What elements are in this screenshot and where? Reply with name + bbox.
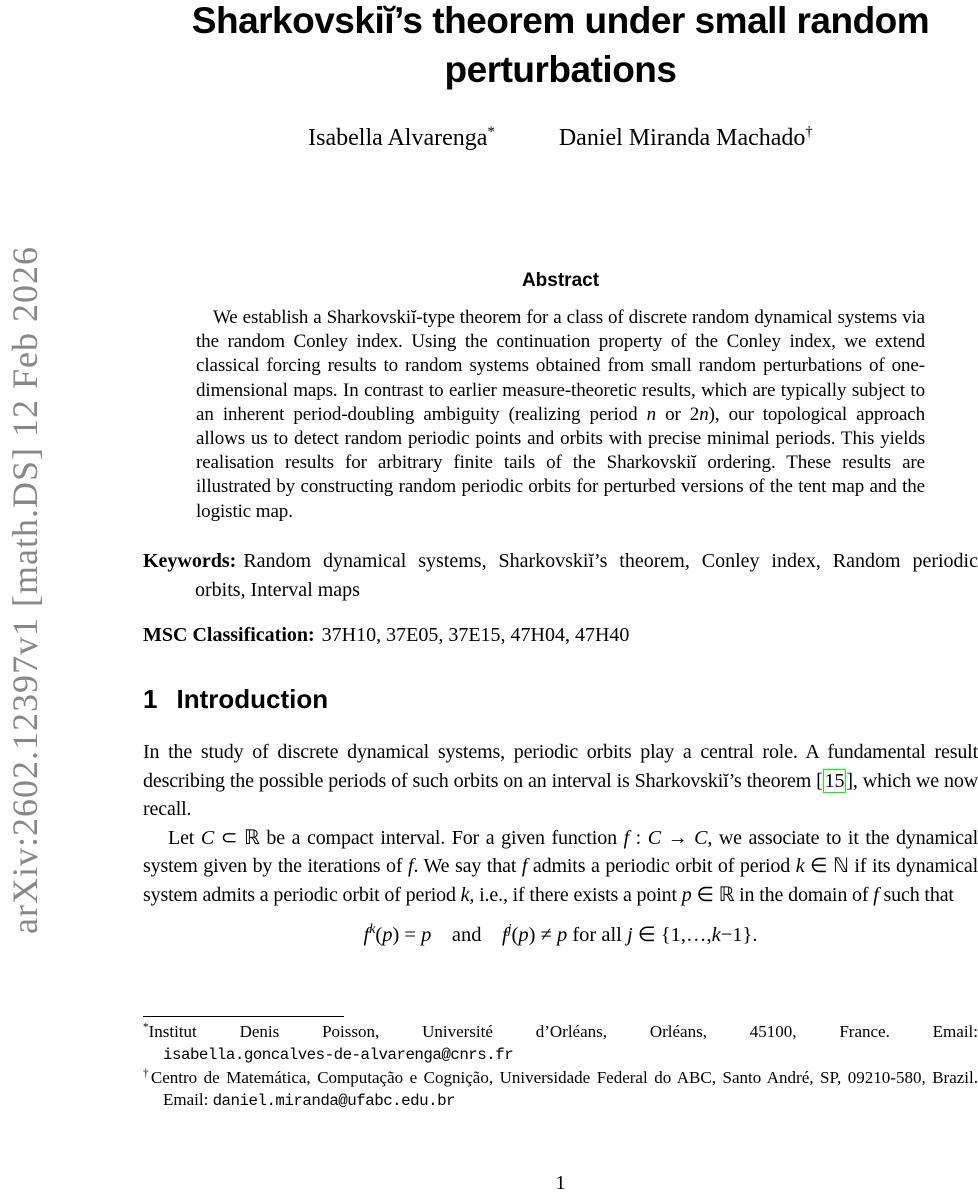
msc-text: 37H10, 37E05, 37E15, 47H04, 47H40: [321, 624, 630, 646]
section-number: 1: [143, 684, 158, 714]
footnote-1-mark: *: [143, 1021, 149, 1034]
msc-label: MSC Classification:: [143, 624, 315, 646]
author-1-footnote-mark: *: [487, 124, 495, 140]
intro-paragraph-1: In the study of discrete dynamical systems, periodic orbits play a central role. A fundamental result describing the possible periods of such orbits on an interval is Sharkovskiĭ’s theorem [ 15 ], which we now recall.: [143, 741, 978, 821]
email-text: daniel.miranda@ufabc.edu.br: [212, 1091, 456, 1110]
footnote-2: [143, 1067, 978, 1113]
author-1-name: Isabella Alvarenga: [308, 125, 488, 151]
authors-line: [143, 122, 978, 154]
author-2: [559, 122, 813, 154]
citation-link[interactable]: 15: [824, 769, 845, 792]
footnote-1-text: Institut Denis Poisson, Université d’Orléans, Orléans, 45100, France. Email: isabella.goncalves-de-alvarenga@cnrs.fr: [148, 1022, 978, 1065]
footnote-1: [143, 1021, 978, 1067]
display-equation: $f^k(p) = p$ and $f^j(p) \ne p$ for all j ∈ {1,…,k−1}.: [363, 921, 758, 946]
paper-title: Sharkovskiĭ’s theorem under small random perturbations: [191, 0, 930, 90]
author-2-name: Daniel Miranda Machado: [558, 125, 806, 151]
footnote-2-text: Centro de Matemática, Computação e Cognição, Universidade Federal do ABC, Santo André, SP, 09210-580, Brazil. Email: daniel.miranda@ufabc.edu.br: [150, 1067, 978, 1110]
intro-paragraph-2: Let C ⊂ ℝ be a compact interval. For a given function f : C → C, we associate to it the dynamical system given by the iterations of f. We say that f admits a periodic orbit of period k ∈ ℕ if its dynamical system admits a periodic orbit of period k, i.e., if there exists a point p ∈ ℝ in the domain of f such that: [143, 826, 978, 906]
footnote-area: [143, 1021, 978, 1112]
footnote-rule: [143, 1016, 344, 1017]
author-1: [308, 122, 495, 154]
keywords-block: [143, 547, 978, 605]
keywords-label: Keywords:: [143, 550, 237, 572]
introduction-body: [143, 738, 978, 949]
keywords-text: Random dynamical systems, Sharkovskiĭ’s theorem, Conley index, Random periodic orbits, Interval maps: [195, 550, 978, 601]
section-1-heading: [143, 684, 978, 714]
author-2-footnote-mark: †: [805, 124, 813, 140]
arxiv-watermark: arXiv:2602.12397v1 [math.DS] 12 Feb 2026: [5, 246, 45, 934]
page-number: 1: [555, 1172, 566, 1194]
email-text: isabella.goncalves-de-alvarenga@cnrs.fr: [163, 1046, 514, 1065]
msc-block: [143, 621, 978, 650]
section-title: Introduction: [176, 684, 329, 714]
footnote-2-mark: †: [143, 1066, 151, 1079]
abstract-heading: Abstract: [521, 270, 600, 291]
abstract-text: We establish a Sharkovskiĭ-type theorem for a class of discrete random dynamical systems via the random Conley index. Using the continuation property of the Conley index, we extend classical forcing results to random systems obtained from small random perturbations of one-dimensional maps. In contrast to earlier measure-theoretic results, which are typically subject to an inherent period-doubling ambiguity (realizing period n or 2n), our topological approach allows us to detect random periodic points and orbits with precise minimal periods. This yields realisation results for arbitrary finite tails of the Sharkovskiĭ ordering. These results are illustrated by constructing random periodic orbits for perturbed versions of the tent map and the logistic map.: [196, 307, 926, 522]
